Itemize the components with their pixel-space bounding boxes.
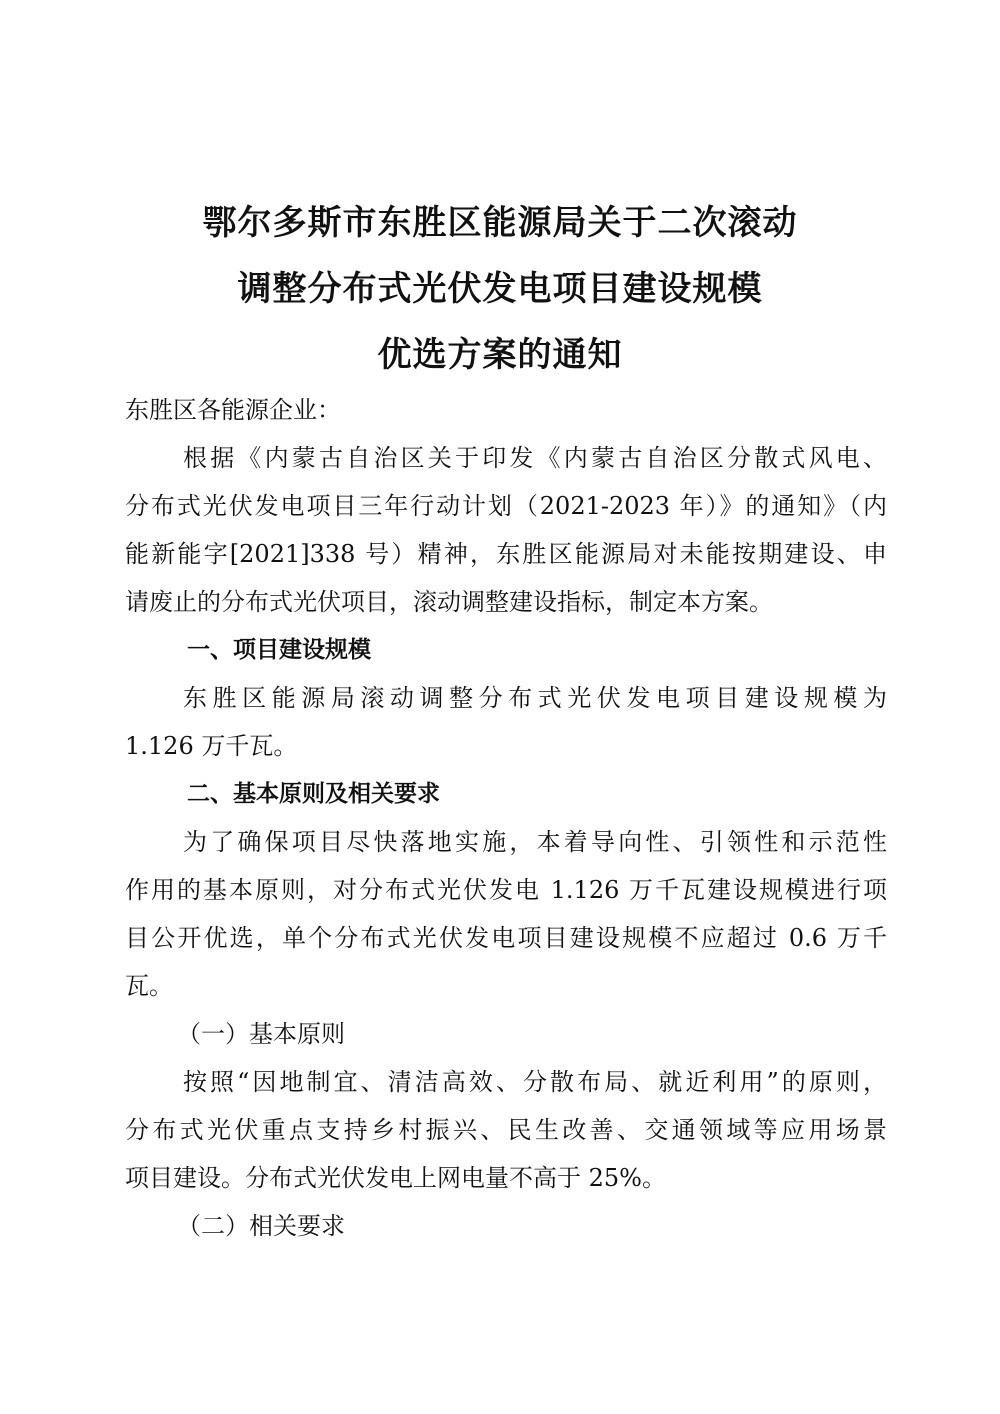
title-line-3: 优选方案的通知	[377, 335, 623, 375]
subsection-1-line-1: 按照“因地制宜、清洁高效、分散布局、就近利用”的原则，	[183, 1068, 887, 1096]
paragraph-1-line-4: 请废止的分布式光伏项目，滚动调整建设指标，制定本方案。	[125, 588, 773, 616]
section-2-line-1: 为了确保项目尽快落地实施，本着导向性、引领性和示范性	[183, 828, 887, 856]
section-2-line-2: 作用的基本原则，对分布式光伏发电 1.126 万千瓦建设规模进行项	[125, 876, 887, 904]
section-1-line-1: 东胜区能源局滚动调整分布式光伏发电项目建设规模为	[183, 684, 887, 712]
subsection-2-heading: （二）相关要求	[177, 1212, 345, 1240]
section-2-line-3: 目公开优选，单个分布式光伏发电项目建设规模不应超过 0.6 万千	[125, 924, 887, 952]
subsection-1-line-2: 分布式光伏重点支持乡村振兴、民生改善、交通领域等应用场景	[125, 1116, 887, 1144]
document-title	[0, 190, 1000, 388]
paragraph-1-line-1: 根据《内蒙古自治区关于印发《内蒙古自治区分散式风电、	[183, 444, 887, 472]
title-line-1: 鄂尔多斯市东胜区能源局关于二次滚动	[202, 203, 798, 243]
paragraph-1-line-2: 分布式光伏发电项目三年行动计划（2021-2023 年）》的通知》（内	[125, 492, 887, 520]
section-2-line-4: 瓦。	[125, 972, 173, 1000]
subsection-1-heading: （一）基本原则	[177, 1020, 345, 1048]
salutation: 东胜区各能源企业：	[125, 396, 341, 424]
section-1-line-2: 1.126 万千瓦。	[125, 732, 298, 760]
document-body	[125, 386, 887, 1250]
subsection-1-line-3: 项目建设。分布式光伏发电上网电量不高于 25%。	[125, 1164, 666, 1192]
title-line-2: 调整分布式光伏发电项目建设规模	[237, 269, 763, 309]
paragraph-1-line-3: 能新能字[2021]338 号）精神，东胜区能源局对未能按期建设、申	[125, 540, 887, 568]
section-1-heading: 一、项目建设规模	[187, 637, 371, 663]
section-2-heading: 二、基本原则及相关要求	[187, 781, 440, 807]
